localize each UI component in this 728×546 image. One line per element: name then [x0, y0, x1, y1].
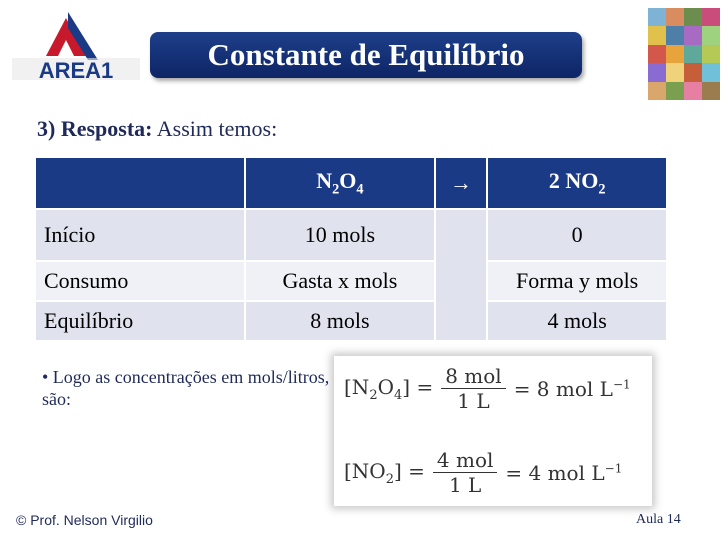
row-label: Início [36, 210, 244, 260]
reactant-cell: 10 mols [246, 210, 434, 260]
table-header-row [36, 158, 666, 208]
lesson-number: Aula 14 [636, 512, 681, 527]
arrow-column-cell [436, 210, 486, 340]
fraction: $\frac{\text{4 mol}}{1 L}$ [433, 448, 497, 497]
header-arrow: → [436, 158, 486, 208]
table-row [36, 210, 666, 260]
reactant-cell: 8 mols [246, 302, 434, 340]
header-reactant: $N_2O_4$ [246, 158, 434, 208]
product-cell: 4 mols [488, 302, 666, 340]
decorative-image-mosaic [648, 8, 720, 100]
area1-logo [6, 8, 146, 88]
product-cell: Forma y mols [488, 262, 666, 300]
logo-graphic [6, 8, 146, 88]
header-empty-cell [36, 158, 244, 208]
answer-text: Assim temos: [156, 116, 278, 141]
table-row [36, 262, 666, 300]
logo-text: AREA1 [38, 58, 114, 83]
equation-no2: $[NO_2]$ = $\frac{\text{4 mol}}{1 L}$ = 4 mol $L^{-1}$ [344, 448, 623, 497]
product-cell: 0 [488, 210, 666, 260]
reactant-cell: Gasta x mols [246, 262, 434, 300]
row-label: Equilíbrio [36, 302, 244, 340]
equations-image [334, 356, 652, 506]
fraction: $\frac{\text{8 mol}}{1 L}$ [441, 364, 505, 413]
equilibrium-table [34, 156, 668, 342]
row-label: Consumo [36, 262, 244, 300]
table-row [36, 302, 666, 340]
equation-n2o4: $[N_2O_4]$ = $\frac{\text{8 mol}}{1 L}$ = 8 mol $L^{-1}$ [344, 364, 631, 413]
header-product: 2 $NO_2$ [488, 158, 666, 208]
slide-title: Constante de Equilíbrio [150, 32, 582, 78]
concentration-note: • Logo as concentrações em mols/litros, são: [42, 367, 330, 409]
answer-heading [37, 116, 277, 142]
answer-label: 3) Resposta: [37, 116, 153, 141]
author-credit: © Prof. Nelson Virgilio [16, 512, 153, 528]
